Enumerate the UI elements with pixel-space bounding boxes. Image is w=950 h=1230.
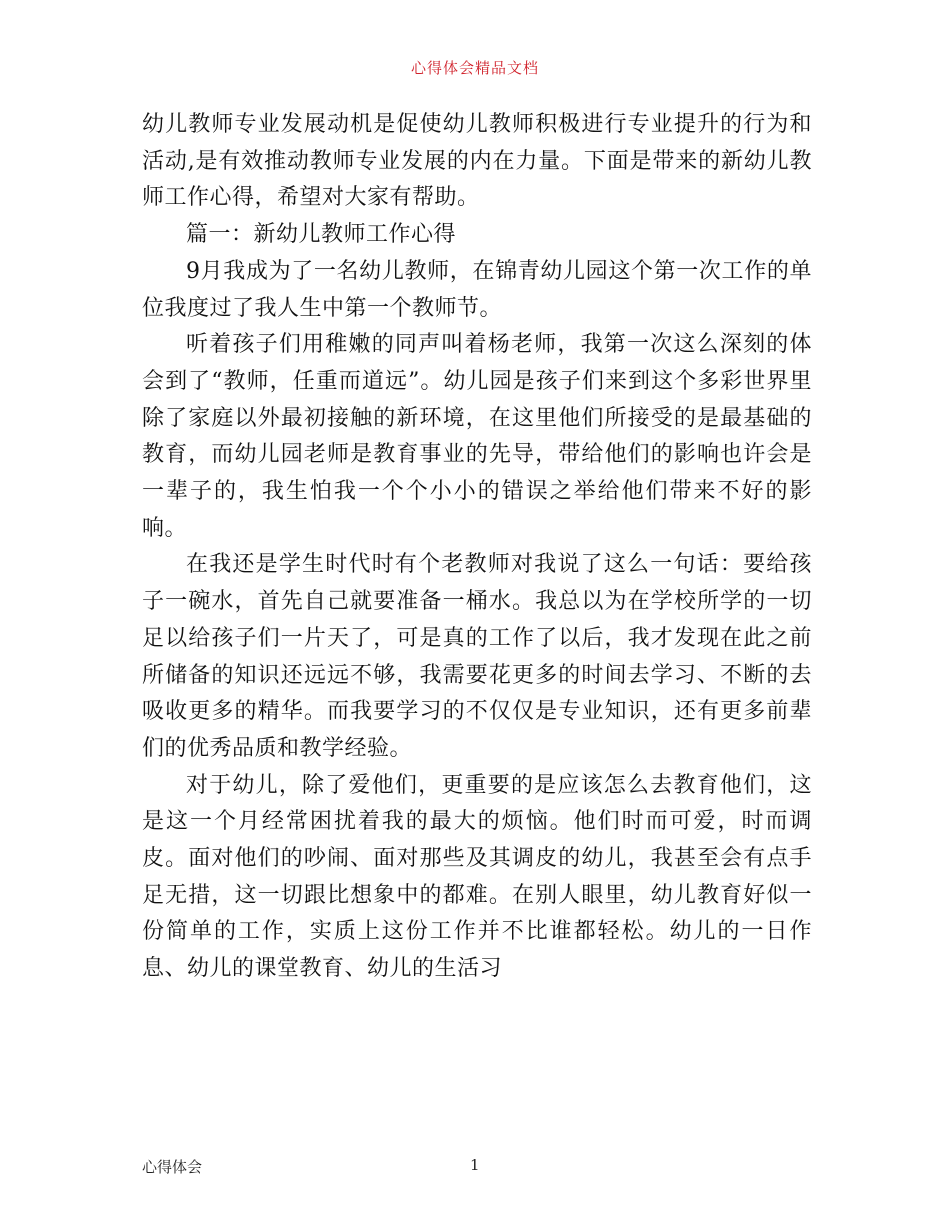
- document-body: [142, 107, 812, 988]
- paragraph-intro: 幼儿教师专业发展动机是促使幼儿教师积极进行专业提升的行为和活动,是有效推动教师专业发展的内在力量。下面是带来的新幼儿教师工作心得，希望对大家有帮助。: [142, 112, 812, 211]
- paragraph: 9月我成为了一名幼儿教师，在锦青幼儿园这个第一次工作的单位我度过了我人生中第一个教师节。: [142, 258, 812, 321]
- section-heading: 篇一：新幼儿教师工作心得: [186, 222, 457, 248]
- footer-label: 心得体会: [142, 1158, 203, 1176]
- paragraph: 在我还是学生时代时有个老教师对我说了这么一句话：要给孩子一碗水，首先自己就要准备一桶水。我总以为在学校所学的一切足以给孩子们一片天了，可是真的工作了以后，我才发现在此之前所储备的知识还远远不够，我需要花更多的时间去学习、不断的去吸收更多的精华。而我要学习的不仅仅是专业知识，还有更多前辈们的优秀品质和教学经验。: [142, 552, 812, 761]
- page-number: 1: [470, 1156, 480, 1174]
- paragraph: 听着孩子们用稚嫩的同声叫着杨老师，我第一次这么深刻的体会到了“教师，任重而道远”。幼儿园是孩子们来到这个多彩世界里除了家庭以外最初接触的新环境，在这里他们所接受的是最基础的教育，而幼儿园老师是教育事业的先导，带给他们的影响也许会是一辈子的，我生怕我一个个小小的错误之举给他们带来不好的影响。: [142, 332, 812, 541]
- paragraph: 对于幼儿，除了爱他们，更重要的是应该怎么去教育他们，这是这一个月经常困扰着我的最大的烦恼。他们时而可爱，时而调皮。面对他们的吵闹、面对那些及其调皮的幼儿，我甚至会有点手足无措，这一切跟比想象中的都难。在别人眼里，幼儿教育好似一份简单的工作，实质上这份工作并不比谁都轻松。幼儿的一日作息、幼儿的课堂教育、幼儿的生活习: [142, 772, 812, 982]
- page-header-title: 心得体会精品文档: [410, 59, 539, 77]
